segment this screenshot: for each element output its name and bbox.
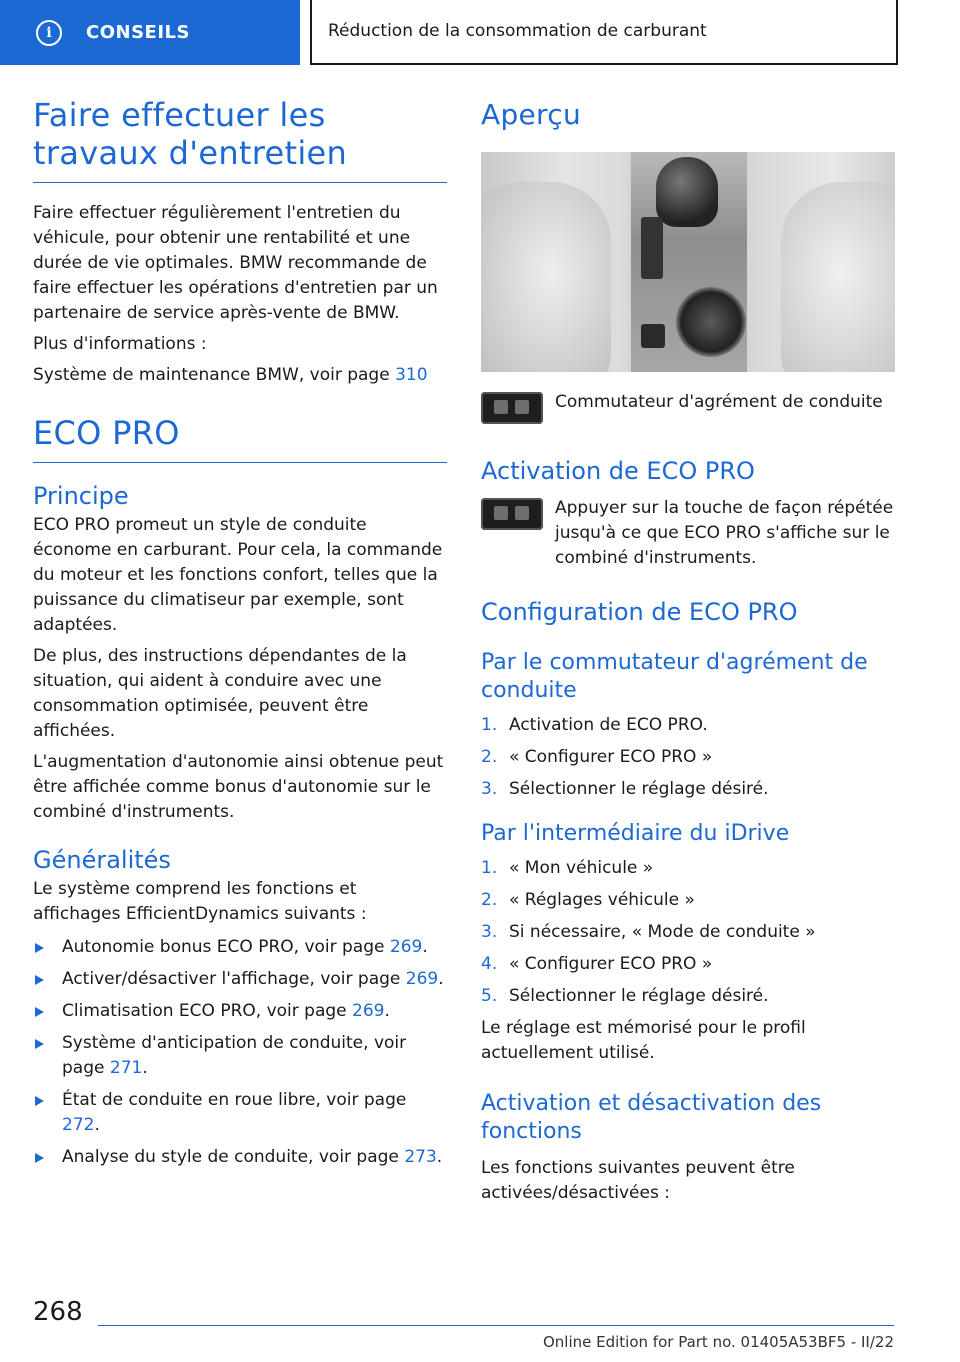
- edition-text: Online Edition for Part no. 01405A53BF5 - II/22: [542, 1333, 894, 1351]
- list-item-text: Système d'anticipation de conduite, voir page: [62, 1033, 407, 1078]
- mode-switch-shape: [641, 217, 663, 279]
- page-link[interactable]: 273: [404, 1147, 437, 1167]
- list-item: [481, 777, 895, 802]
- page-link[interactable]: 269: [389, 937, 423, 957]
- maintenance-reference: [33, 363, 447, 388]
- step-text: « Mon véhicule »: [509, 858, 654, 878]
- list-item: [481, 888, 895, 913]
- act-deact-text: Les fonctions suivantes peuvent être activées/désactivées :: [481, 1158, 795, 1203]
- list-item: [481, 920, 895, 945]
- list-item: [481, 952, 895, 977]
- list-item: [33, 1145, 447, 1170]
- step-text: « Réglages véhicule »: [509, 890, 695, 910]
- apercu-title: Aperçu: [481, 98, 581, 131]
- activation-text: Appuyer sur la touche de façon répétée jusqu'à ce que ECO PRO s'affiche sur le combiné d'instruments.: [555, 498, 894, 568]
- triangle-bullet-icon: [35, 943, 44, 953]
- list-item: [33, 967, 447, 992]
- step-text: « Configurer ECO PRO »: [509, 954, 713, 974]
- maintenance-paragraph: Faire effectuer régulièrement l'entretien du véhicule, pour obtenir une rentabilité et une durée de vie optimales. BMW recommande de faire effectuer les opérations d'entretien par un partenaire de service après-vente de BMW.: [33, 203, 438, 323]
- step-text: Sélectionner le réglage désiré.: [509, 779, 769, 799]
- footer-divider: [98, 1325, 894, 1326]
- gear-selector-shape: [656, 157, 718, 227]
- triangle-bullet-icon: [35, 1007, 44, 1017]
- triangle-bullet-icon: [35, 975, 44, 985]
- page-link[interactable]: 269: [405, 969, 439, 989]
- generalites-title: Généralités: [33, 846, 171, 874]
- list-item-end: .: [436, 1147, 443, 1167]
- step-text: Si nécessaire, « Mode de conduite »: [509, 922, 816, 942]
- list-item: [481, 984, 895, 1009]
- triangle-bullet-icon: [35, 1039, 44, 1049]
- left-column: [33, 96, 447, 1177]
- list-item-end: .: [422, 937, 428, 957]
- maintenance-title: Faire effectuer les travaux d'entretien: [33, 96, 447, 183]
- list-item-end: .: [94, 1115, 100, 1135]
- step-number: 2.: [481, 890, 498, 910]
- memo-text: Le réglage est mémorisé pour le profil actuellement utilisé.: [481, 1018, 806, 1063]
- switch-caption-row: [481, 390, 895, 424]
- principe-title: Principe: [33, 482, 129, 510]
- by-switch-steps: [481, 713, 895, 802]
- reference-text: Système de maintenance BMW, voir page: [33, 365, 396, 385]
- list-item: [481, 713, 895, 738]
- step-text: « Configurer ECO PRO »: [509, 747, 713, 767]
- page-link[interactable]: 269: [352, 1001, 385, 1021]
- page-link[interactable]: 272: [62, 1115, 95, 1135]
- step-text: Sélectionner le réglage désiré.: [509, 986, 769, 1006]
- tab-label: CONSEILS: [86, 22, 190, 43]
- list-item: [481, 856, 895, 881]
- info-icon: i: [36, 20, 62, 46]
- triangle-bullet-icon: [35, 1153, 44, 1163]
- principe-paragraph-3: L'augmentation d'autonomie ainsi obtenue peut être affichée comme bonus d'autonomie sur le combiné d'instruments.: [33, 752, 444, 822]
- step-number: 1.: [481, 858, 498, 878]
- by-switch-title: Par le commutateur d'agrément de conduite: [481, 650, 868, 703]
- step-number: 3.: [481, 779, 498, 799]
- switch-caption: Commutateur d'agrément de conduite: [555, 392, 883, 412]
- seat-left-shape: [481, 182, 611, 372]
- list-item-end: .: [438, 969, 444, 989]
- principe-paragraph-2: De plus, des instructions dépendantes de la situation, qui aident à conduire avec une consommation optimisée, peuvent être affichées.: [33, 646, 407, 741]
- list-item: [33, 935, 447, 960]
- config-title: Configuration de ECO PRO: [481, 598, 798, 626]
- center-console-photo: [481, 152, 895, 372]
- driving-mode-switch-icon: [481, 498, 543, 530]
- page-number: 268: [33, 1297, 83, 1327]
- step-number: 4.: [481, 954, 498, 974]
- seat-right-shape: [781, 182, 895, 372]
- driving-mode-switch-icon: [481, 392, 543, 424]
- list-item-text: État de conduite en roue libre, voir page: [62, 1090, 407, 1110]
- page-link-310[interactable]: 310: [395, 365, 428, 385]
- by-idrive-title: Par l'intermédiaire du iDrive: [481, 821, 790, 846]
- principe-paragraph-1: ECO PRO promeut un style de conduite économe en carburant. Pour cela, la commande du moteur et les fonctions confort, telles que la puissance du climatiseur par exemple, sont adaptées.: [33, 515, 443, 635]
- header-tab: [0, 0, 300, 65]
- step-number: 3.: [481, 922, 498, 942]
- list-item-end: .: [142, 1058, 148, 1078]
- act-deact-title: Activation et désactivation des fonctions: [481, 1091, 822, 1144]
- generalites-paragraph: Le système comprend les fonctions et affichages EfficientDynamics suivants :: [33, 879, 367, 924]
- list-item: [33, 1088, 447, 1138]
- activation-row: [481, 496, 895, 571]
- parking-brake-shape: [641, 324, 665, 348]
- eco-pro-title: ECO PRO: [33, 414, 447, 463]
- list-item-text: Autonomie bonus ECO PRO, voir page: [62, 937, 390, 957]
- list-item-end: .: [384, 1001, 390, 1021]
- step-text: Activation de ECO PRO.: [509, 715, 708, 735]
- idrive-controller-shape: [676, 287, 746, 357]
- step-number: 1.: [481, 715, 498, 735]
- list-item-text: Climatisation ECO PRO, voir page: [62, 1001, 353, 1021]
- page-link[interactable]: 271: [109, 1058, 143, 1078]
- right-column: [481, 96, 895, 1206]
- list-item: [481, 745, 895, 770]
- triangle-bullet-icon: [35, 1096, 44, 1106]
- features-list: [33, 935, 447, 1170]
- list-item-text: Activer/désactiver l'affichage, voir page: [62, 969, 406, 989]
- section-header: [310, 0, 898, 65]
- step-number: 2.: [481, 747, 498, 767]
- list-item: [33, 999, 447, 1024]
- by-idrive-steps: [481, 856, 895, 1009]
- section-title: Réduction de la consommation de carburant: [328, 21, 707, 41]
- activation-title: Activation de ECO PRO: [481, 457, 755, 485]
- step-number: 5.: [481, 986, 498, 1006]
- list-item-text: Analyse du style de conduite, voir page: [62, 1147, 405, 1167]
- more-info-label: Plus d'informations :: [33, 334, 207, 354]
- list-item: [33, 1031, 447, 1081]
